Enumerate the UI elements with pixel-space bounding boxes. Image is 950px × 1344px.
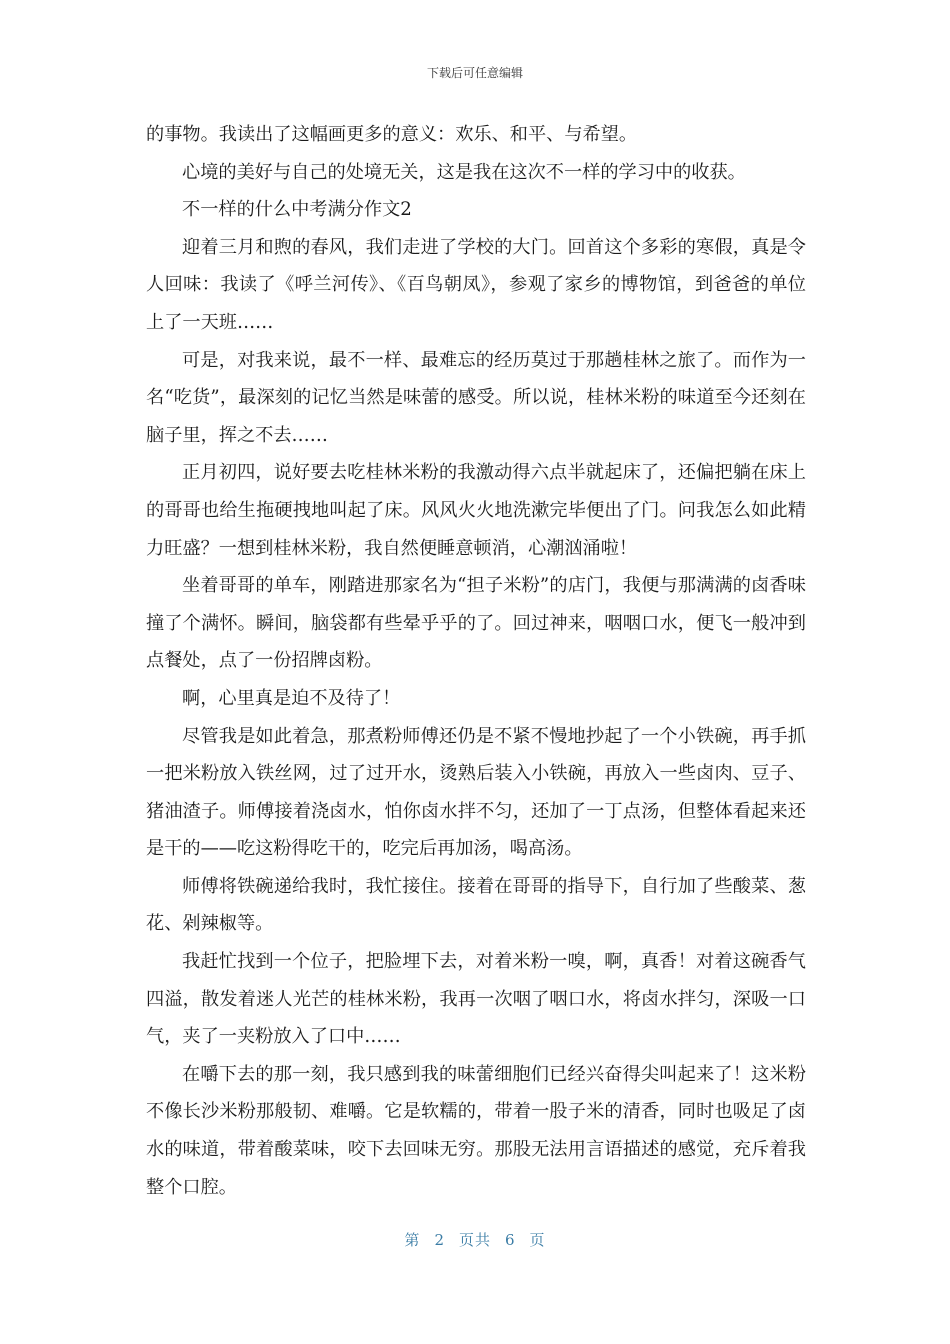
- section-title: 不一样的什么中考满分作文2: [182, 199, 412, 221]
- paragraph: 正月初四，说好要去吃桂林米粉的我激动得六点半就起床了，还偏把躺在床上的哥哥也给生拖硬拽地叫起了床。风风火火地洗漱完毕便出了门。问我怎么如此精力旺盛？一想到桂林米粉，我自然便睡意顿消，心潮汹涌啦！: [146, 462, 806, 559]
- paragraph: 啊，心里真是迫不及待了！: [182, 687, 401, 709]
- footer-suffix: 页: [529, 1231, 546, 1249]
- footer-page-number: 2: [434, 1231, 445, 1249]
- paragraph: 我赶忙找到一个位子，把脸埋下去，对着米粉一嗅，啊，真香！对着这碗香气四溢，散发着迷人光芒的桂林米粉，我再一次咽了咽口水，将卤水拌匀，深吸一口气，夹了一夹粉放入了口中……: [146, 951, 806, 1048]
- paragraph: 尽管我是如此着急，那煮粉师傅还仍是不紧不慢地抄起了一个小铁碗，再手抓一把米粉放入铁丝网，过了过开水，烫熟后装入小铁碗，再放入一些卤肉、豆子、猪油渣子。师傅接着浇卤水，怕你卤水拌不匀，还加了一丁点汤，但整体看起来还是干的——吃这粉得吃干的，吃完后再加汤，喝高汤。: [146, 725, 806, 860]
- paragraph: 可是，对我来说，最不一样、最难忘的经历莫过于那趟桂林之旅了。而作为一名“吃货”，最深刻的记忆当然是味蕾的感受。所以说，桂林米粉的味道至今还刻在脑子里，挥之不去……: [146, 349, 806, 446]
- footer-total-pages: 6: [505, 1231, 516, 1249]
- page-footer: [0, 1229, 950, 1250]
- page-header: 下载后可任意编辑: [426, 66, 523, 80]
- footer-middle: 页共: [458, 1231, 491, 1249]
- footer-prefix: 第: [404, 1231, 421, 1249]
- paragraph: 迎着三月和煦的春风，我们走进了学校的大门。回首这个多彩的寒假，真是令人回味：我读了《呼兰河传》、《百鸟朝凤》，参观了家乡的博物馆，到爸爸的单位上了一天班……: [146, 236, 806, 333]
- paragraph: 心境的美好与自己的处境无关，这是我在这次不一样的学习中的收获。: [182, 161, 746, 183]
- paragraph: 师傅将铁碗递给我时，我忙接住。接着在哥哥的指导下，自行加了些酸菜、葱花、剁辣椒等。: [146, 875, 806, 935]
- paragraph: 的事物。我读出了这幅画更多的意义：欢乐、和平、与希望。: [146, 124, 638, 145]
- paragraph: 坐着哥哥的单车，刚踏进那家名为“担子米粉”的店门，我便与那满满的卤香味撞了个满怀。瞬间，脑袋都有些晕乎乎的了。回过神来，咽咽口水，便飞一般冲到点餐处，点了一份招牌卤粉。: [146, 575, 806, 672]
- paragraph: 在嚼下去的那一刻，我只感到我的味蕾细胞们已经兴奋得尖叫起来了！这米粉不像长沙米粉那般韧、难嚼。它是软糯的，带着一股子米的清香，同时也吸足了卤水的味道，带着酸菜味，咬下去回味无穷。那股无法用言语描述的感觉，充斥着我整个口腔。: [146, 1063, 806, 1198]
- document-body: [146, 116, 806, 1206]
